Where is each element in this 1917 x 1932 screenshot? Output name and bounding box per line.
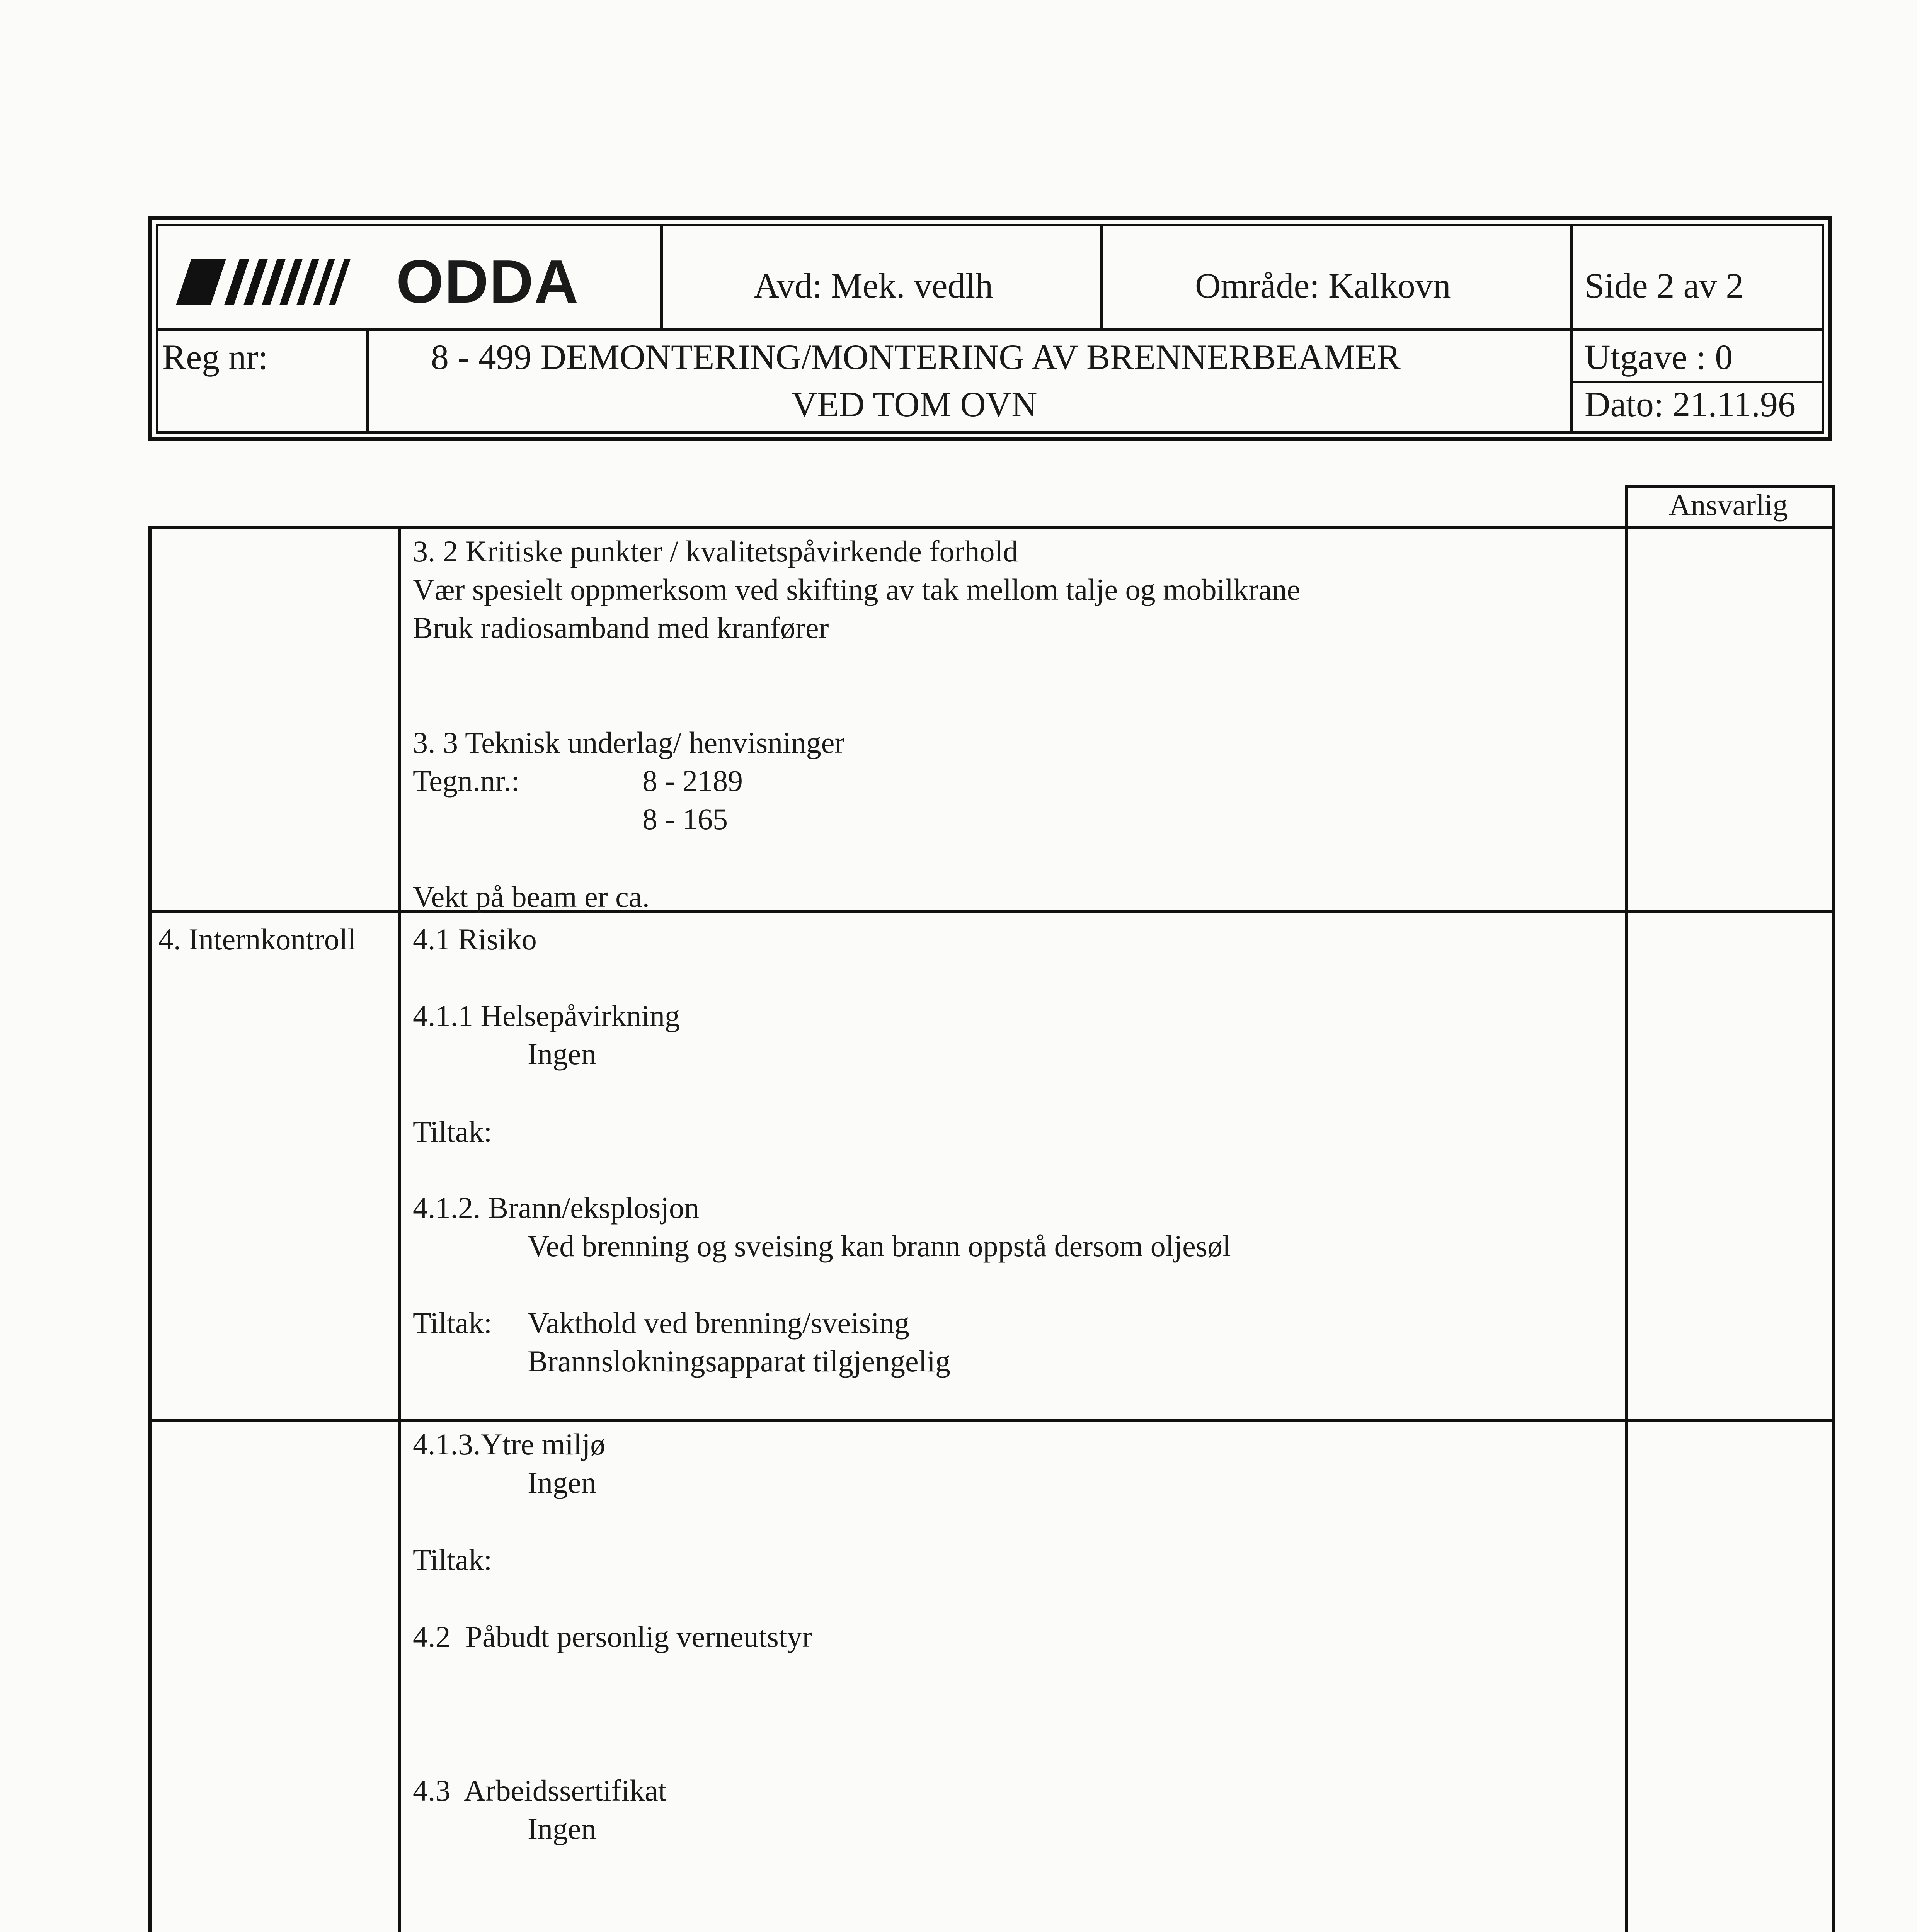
c411-value: Ingen: [528, 1037, 596, 1071]
header-row-divider: [156, 328, 1824, 331]
c42-title: 4.2 Påbudt personlig verneutstyr: [413, 1620, 812, 1653]
c413-value: Ingen: [528, 1466, 596, 1499]
c413-title: 4.1.3.Ytre miljø: [413, 1427, 606, 1461]
c413-tiltak: Tiltak:: [413, 1543, 492, 1577]
c412-value: Ved brenning og sveising kan brann oppstå dersom oljesøl: [528, 1229, 1231, 1263]
header-divider-3: [1570, 224, 1573, 434]
row-divider-4: [148, 910, 1835, 913]
table-col-divider-2: [1625, 526, 1628, 1932]
c32-line2: Bruk radiosamband med kranfører: [413, 611, 829, 645]
c41-title: 4.1 Risiko: [413, 922, 537, 956]
reg-nr-label: Reg nr:: [162, 337, 268, 377]
section-internkontroll: 4. Internkontroll: [158, 922, 356, 956]
c33-weight: Vekt på beam er ca.: [413, 880, 650, 913]
c33-title: 3. 3 Teknisk underlag/ henvisninger: [413, 726, 845, 759]
table-col-divider-1: [398, 526, 401, 1932]
row-divider-4b: [148, 1419, 1835, 1422]
page-number: Side 2 av 2: [1585, 266, 1744, 305]
c412-title: 4.1.2. Brann/eksplosjon: [413, 1191, 699, 1225]
edition-label: Utgave : 0: [1585, 337, 1733, 377]
ansvarlig-box-left: [1625, 485, 1628, 527]
odda-logo-stripes-icon: [176, 255, 392, 309]
c43-title: 4.3 Arbeidssertifikat: [413, 1774, 667, 1807]
responsible-header: Ansvarlig: [1669, 488, 1788, 522]
c412-tiltak: Tiltak:: [413, 1306, 492, 1340]
ansvarlig-box-top: [1625, 485, 1835, 488]
c33-tegn-2: 8 - 165: [642, 802, 728, 836]
c32-line1: Vær spesielt oppmerksom ved skifting av tak mellom talje og mobilkrane: [413, 573, 1301, 606]
odda-logo-text: ODDA: [396, 248, 579, 316]
c43-value: Ingen: [528, 1812, 596, 1845]
header-divider-2: [1100, 224, 1103, 329]
header-divider-edition: [1570, 381, 1824, 383]
area-label: Område: Kalkovn: [1195, 266, 1451, 305]
document-title-line1: 8 - 499 DEMONTERING/MONTERING AV BRENNERBEAMER: [431, 337, 1401, 377]
header-divider-1: [660, 224, 663, 329]
table-top-border: [148, 526, 1835, 529]
table-right-border: [1832, 485, 1835, 1932]
document-title-line2: VED TOM OVN: [792, 384, 1037, 424]
c33-tegn-1: 8 - 2189: [642, 764, 743, 798]
c33-tegn-label: Tegn.nr.:: [413, 764, 520, 798]
header-divider-reg: [366, 328, 369, 434]
department-label: Avd: Mek. vedlh: [754, 266, 993, 305]
c411-title: 4.1.1 Helsepåvirkning: [413, 999, 680, 1032]
c32-title: 3. 2 Kritiske punkter / kvalitetspåvirkende forhold: [413, 534, 1018, 568]
c412-tiltak-2: Brannslokningsapparat tilgjengelig: [528, 1344, 950, 1378]
date-label: Dato: 21.11.96: [1585, 384, 1796, 424]
c411-tiltak: Tiltak:: [413, 1115, 492, 1148]
table-left-border: [148, 526, 152, 1932]
c412-tiltak-1: Vakthold ved brenning/sveising: [528, 1306, 909, 1340]
